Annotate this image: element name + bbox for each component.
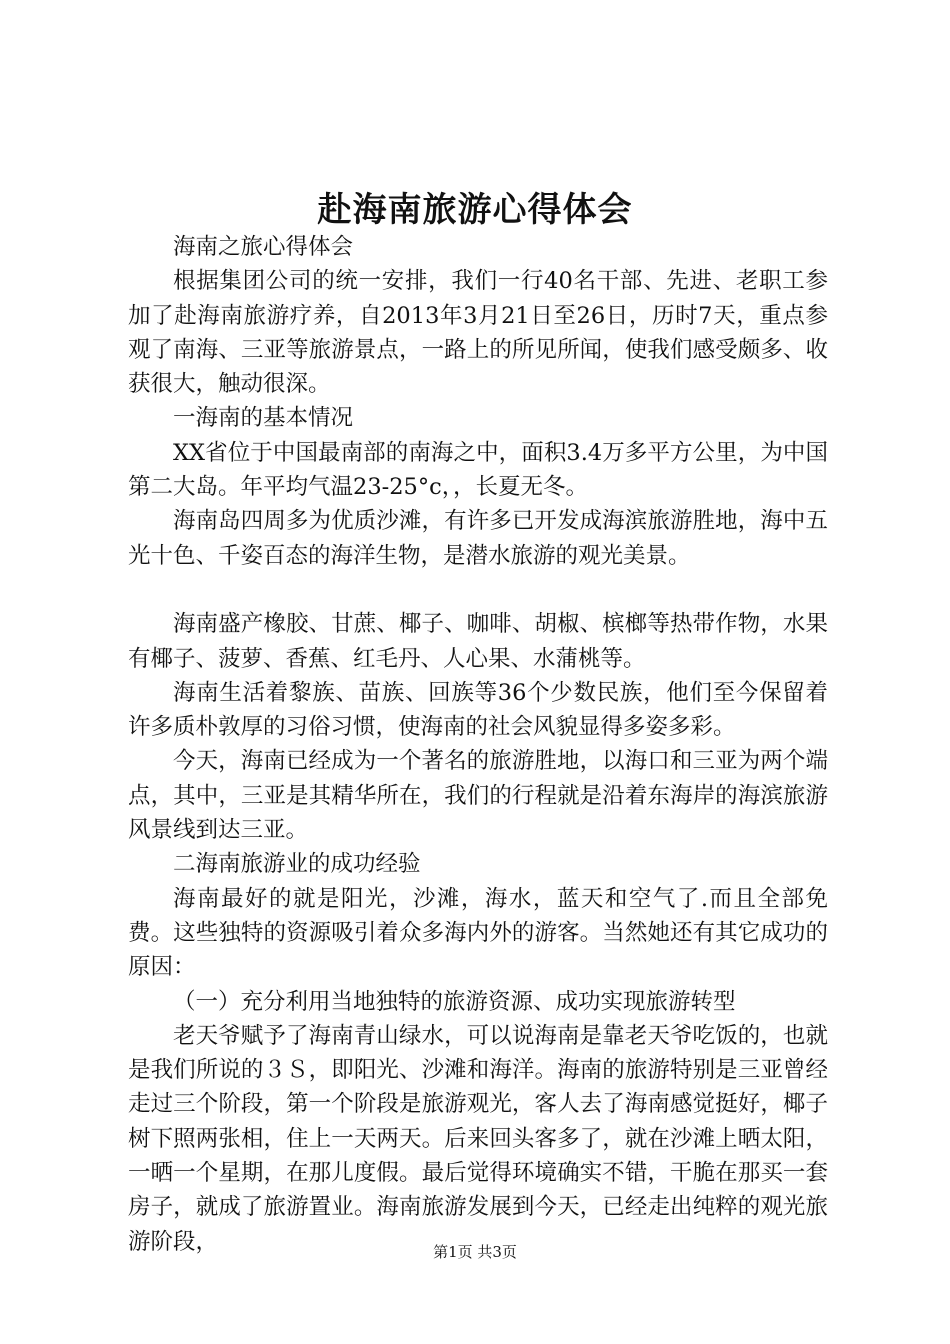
document-body	[128, 230, 828, 1259]
body-paragraph: 海南最好的就是阳光，沙滩，海水，蓝天和空气了.而且全部免费。这些独特的资源吸引着众多海内外的游客。当然她还有其它成功的原因：	[128, 885, 828, 981]
body-paragraph: 老天爷赋予了海南青山绿水，可以说海南是靠老天爷吃饭的，也就是我们所说的３Ｓ，即阳光、沙滩和海洋。海南的旅游特别是三亚曾经走过三个阶段，第一个阶段是旅游观光，客人去了海南感觉挺好，椰子树下照两张相，住上一天两天。后来回头客多了，就在沙滩上晒太阳，一晒一个星期，在那儿度假。最后觉得环境确实不错，干脆在那买一套房子，就成了旅游置业。海南旅游发展到今天，已经走出纯粹的观光旅游阶段，	[128, 1022, 828, 1255]
body-paragraph: 海南岛四周多为优质沙滩，有许多已开发成海滨旅游胜地，海中五光十色、千姿百态的海洋生物，是潜水旅游的观光美景。	[128, 508, 828, 569]
subtitle-paragraph: 海南之旅心得体会	[173, 234, 354, 260]
subsection-heading: （一）充分利用当地独特的旅游资源、成功实现旅游转型	[173, 988, 736, 1015]
body-paragraph: 海南盛产橡胶、甘蔗、椰子、咖啡、胡椒、槟榔等热带作物，水果有椰子、菠萝、香蕉、红毛丹、人心果、水蒲桃等。	[128, 611, 828, 672]
body-paragraph: 海南生活着黎族、苗族、回族等36个少数民族，他们至今保留着许多质朴敦厚的习俗习惯，使海南的社会风貌显得多姿多彩。	[128, 679, 828, 741]
body-paragraph: 根据集团公司的统一安排，我们一行40名干部、先进、老职工参加了赴海南旅游疗养，自2013年3月21日至26日，历时7天，重点参观了南海、三亚等旅游景点，一路上的所见所闻，使我们感受颇多、收获很大，触动很深。	[128, 268, 828, 398]
page-title: 赴海南旅游心得体会	[317, 190, 633, 230]
body-paragraph: XX省位于中国最南部的南海之中，面积3.4万多平方公里，为中国第二大岛。年平均气温23-25°c，，长夏无冬。	[128, 439, 828, 501]
page-footer: 第1页 共3页	[433, 1243, 517, 1261]
section-heading: 一海南的基本情况	[173, 405, 354, 432]
body-paragraph: 今天，海南已经成为一个著名的旅游胜地，以海口和三亚为两个端点，其中，三亚是其精华所在，我们的行程就是沿着东海岸的海滨旅游风景线到达三亚。	[128, 748, 828, 844]
section-heading: 二海南旅游业的成功经验	[173, 851, 421, 878]
